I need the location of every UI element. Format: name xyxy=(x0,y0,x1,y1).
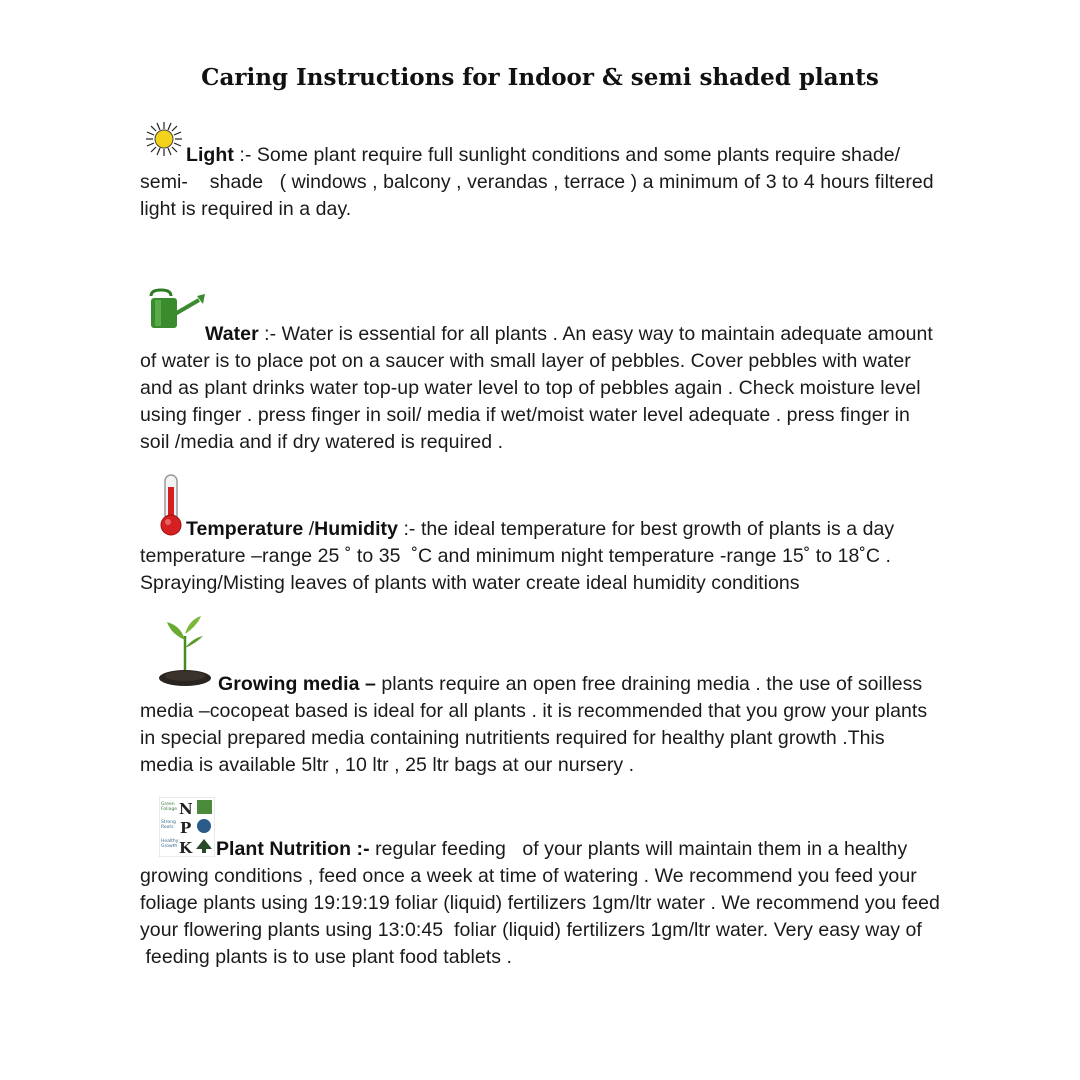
svg-text:Roots: Roots xyxy=(161,825,174,830)
light-heading: Light xyxy=(186,144,234,166)
temperature-heading: Temperature xyxy=(186,518,304,540)
growing-media-section xyxy=(140,671,940,779)
growing-media-text: plants require an open free draining media . the use of soilless media –cocopeat based is ideal for all plants . it is recommended that you grow your plants in special prepared media containing nutritients required for healthy plant growth .This media is available 5ltr , 10 ltr , 25 ltr bags at our nursery . xyxy=(140,673,928,776)
humidity-heading: Humidity xyxy=(314,518,398,540)
heading-separator: / xyxy=(303,518,315,540)
nutrition-text: regular feeding of your plants will maintain them in a healthy growing conditions , feed once a week at time of watering . We recommend you feed your foliage plants using 19:19:19 foliar (liquid) fertilizers 1gm/ltr water . We recommend you feed your flowering plants using 13:0:45 foliar (liquid) fertilizers 1gm/ltr water. Very easy way of feeding plants is to use plant food tablets . xyxy=(140,838,940,968)
light-section xyxy=(140,142,940,223)
nutrition-section xyxy=(140,836,940,971)
svg-text:N: N xyxy=(179,800,193,818)
svg-text:Green: Green xyxy=(161,802,175,807)
water-text: :- Water is essential for all plants . An easy way to maintain adequate amount of water is to place pot on a saucer with small layer of pebbles. Cover pebbles with water and as plant drinks water top-up water level to top of pebbles again . Check moisture level using finger . press finger in soil/ media if wet/moist water level adequate . press finger in soil /media and if dry watered is required . xyxy=(140,323,933,453)
svg-text:Strong: Strong xyxy=(161,820,176,825)
nutrition-heading: Plant Nutrition :- xyxy=(216,838,370,860)
page-title: Caring Instructions for Indoor & semi shaded plants xyxy=(201,64,879,91)
growing-media-heading: Growing media – xyxy=(218,673,376,695)
svg-text:K: K xyxy=(179,839,193,857)
water-section xyxy=(140,321,940,456)
temperature-text: :- the ideal temperature for best growth of plants is a day temperature –range 25 ˚ to 35 ˚C and minimum night temperature -range 15˚ to 18˚C . Spraying/Misting leaves of plants with water create ideal humidity conditions xyxy=(140,518,895,594)
svg-text:Foliage: Foliage xyxy=(161,807,178,812)
temperature-section xyxy=(140,516,940,597)
svg-text:Healthy: Healthy xyxy=(161,839,179,844)
svg-text:P: P xyxy=(180,819,192,837)
light-text: :- Some plant require full sunlight conditions and some plants require shade/ semi- shade ( windows , balcony , verandas , terrace ) a minimum of 3 to 4 hours filtered light is required in a day. xyxy=(140,144,934,220)
svg-text:Growth: Growth xyxy=(161,844,178,849)
water-heading: Water xyxy=(205,323,259,345)
